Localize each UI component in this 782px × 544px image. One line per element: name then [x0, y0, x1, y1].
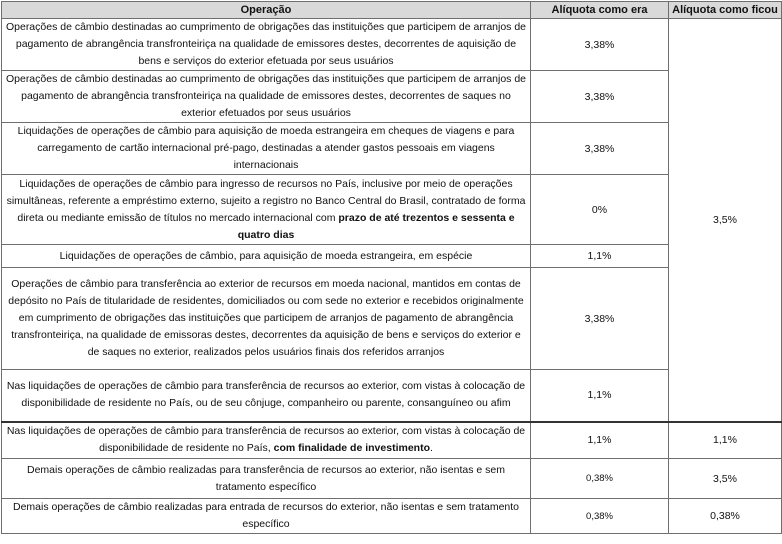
table-row [2, 370, 782, 422]
operation-description-text: Nas liquidações de operações de câmbio para transferência de recursos ao exterior, com vistas à colocação de disponibilidade de residente no País, [6, 425, 526, 455]
iof-rates-table [1, 1, 782, 534]
operation-description-emphasis: prazo de até trezentos e sessenta e quatro dias [237, 211, 515, 241]
header-rate-after: Alíquota como ficou [669, 2, 782, 19]
table-row [2, 71, 782, 123]
operation-description: Nas liquidações de operações de câmbio para transferência de recursos ao exterior, com vistas à colocação de disponibilidade de residente no País, ou de seu cônjuge, companheiro ou parente, consanguíneo ou afim [2, 370, 531, 422]
rate-before: 3,38% [531, 123, 669, 175]
rate-before: 0,38% [531, 499, 669, 534]
rate-after-merged: 3,5% [669, 19, 782, 422]
operation-description: Operações de câmbio para transferência ao exterior de recursos em moeda nacional, mantidos em contas de depósito no País de titularidade de residentes, domiciliados ou com sede no exterior e recebidos originalmente em cumprimento de obrigações das instituições que participem de arranjos de pagamento de abrangência transfronteiriça, na qualidade de emissoras destes, decorrentes da aquisição de bens e serviços do exterior e de saques no exterior, realizados pelos usuários finais dos referidos arranjos [2, 268, 531, 370]
rate-before: 3,38% [531, 268, 669, 370]
rate-before: 3,38% [531, 19, 669, 71]
table-row [2, 499, 782, 534]
table-row [2, 175, 782, 245]
table-row [2, 245, 782, 268]
rate-after: 0,38% [669, 499, 782, 534]
rate-before: 1,1% [531, 245, 669, 268]
rate-before: 0% [531, 175, 669, 245]
operation-description [2, 422, 531, 459]
header-rate-before: Alíquota como era [531, 2, 669, 19]
operation-description-suffix: . [430, 442, 433, 455]
table-row [2, 459, 782, 499]
rate-before: 3,38% [531, 71, 669, 123]
operation-description: Demais operações de câmbio realizadas para transferência de recursos ao exterior, não isentas e sem tratamento específico [2, 459, 531, 499]
operation-description-emphasis: com finalidade de investimento [273, 442, 430, 455]
table-row [2, 123, 782, 175]
operation-description [2, 175, 531, 245]
operation-description: Operações de câmbio destinadas ao cumprimento de obrigações das instituições que participem de arranjos de pagamento de abrangência transfronteiriça na qualidade de emissores destes, decorrentes de saques no exterior efetuados por seus usuários [2, 71, 531, 123]
operation-description: Liquidações de operações de câmbio para aquisição de moeda estrangeira em cheques de viagens e para carregamento de cartão internacional pré-pago, destinadas a atender gastos pessoais em viagens internacionais [2, 123, 531, 175]
operation-description: Operações de câmbio destinadas ao cumprimento de obrigações das instituições que participem de arranjos de pagamento de abrangência transfronteiriça na qualidade de emissores destes, decorrentes de aquisição de bens e serviços do exterior efetuada por seus usuários [2, 19, 531, 71]
table-row [2, 268, 782, 370]
table-row [2, 422, 782, 459]
operation-description-text: Liquidações de operações de câmbio para ingresso de recursos no País, inclusive por meio de operações simultâneas, referente a empréstimo externo, sujeito a registro no Banco Central do Brasil, contratado de forma direta ou mediante emissão de títulos no mercado internacional com [6, 177, 526, 224]
rate-before: 0,38% [531, 459, 669, 499]
rate-after: 1,1% [669, 422, 782, 459]
header-row [2, 2, 782, 19]
operation-description: Demais operações de câmbio realizadas para entrada de recursos do exterior, não isentas e sem tratamento específico [2, 499, 531, 534]
header-operation: Operação [2, 2, 531, 19]
rate-after: 3,5% [669, 459, 782, 499]
rate-before: 1,1% [531, 422, 669, 459]
table-row [2, 19, 782, 71]
operation-description: Liquidações de operações de câmbio, para aquisição de moeda estrangeira, em espécie [2, 245, 531, 268]
rate-before: 1,1% [531, 370, 669, 422]
